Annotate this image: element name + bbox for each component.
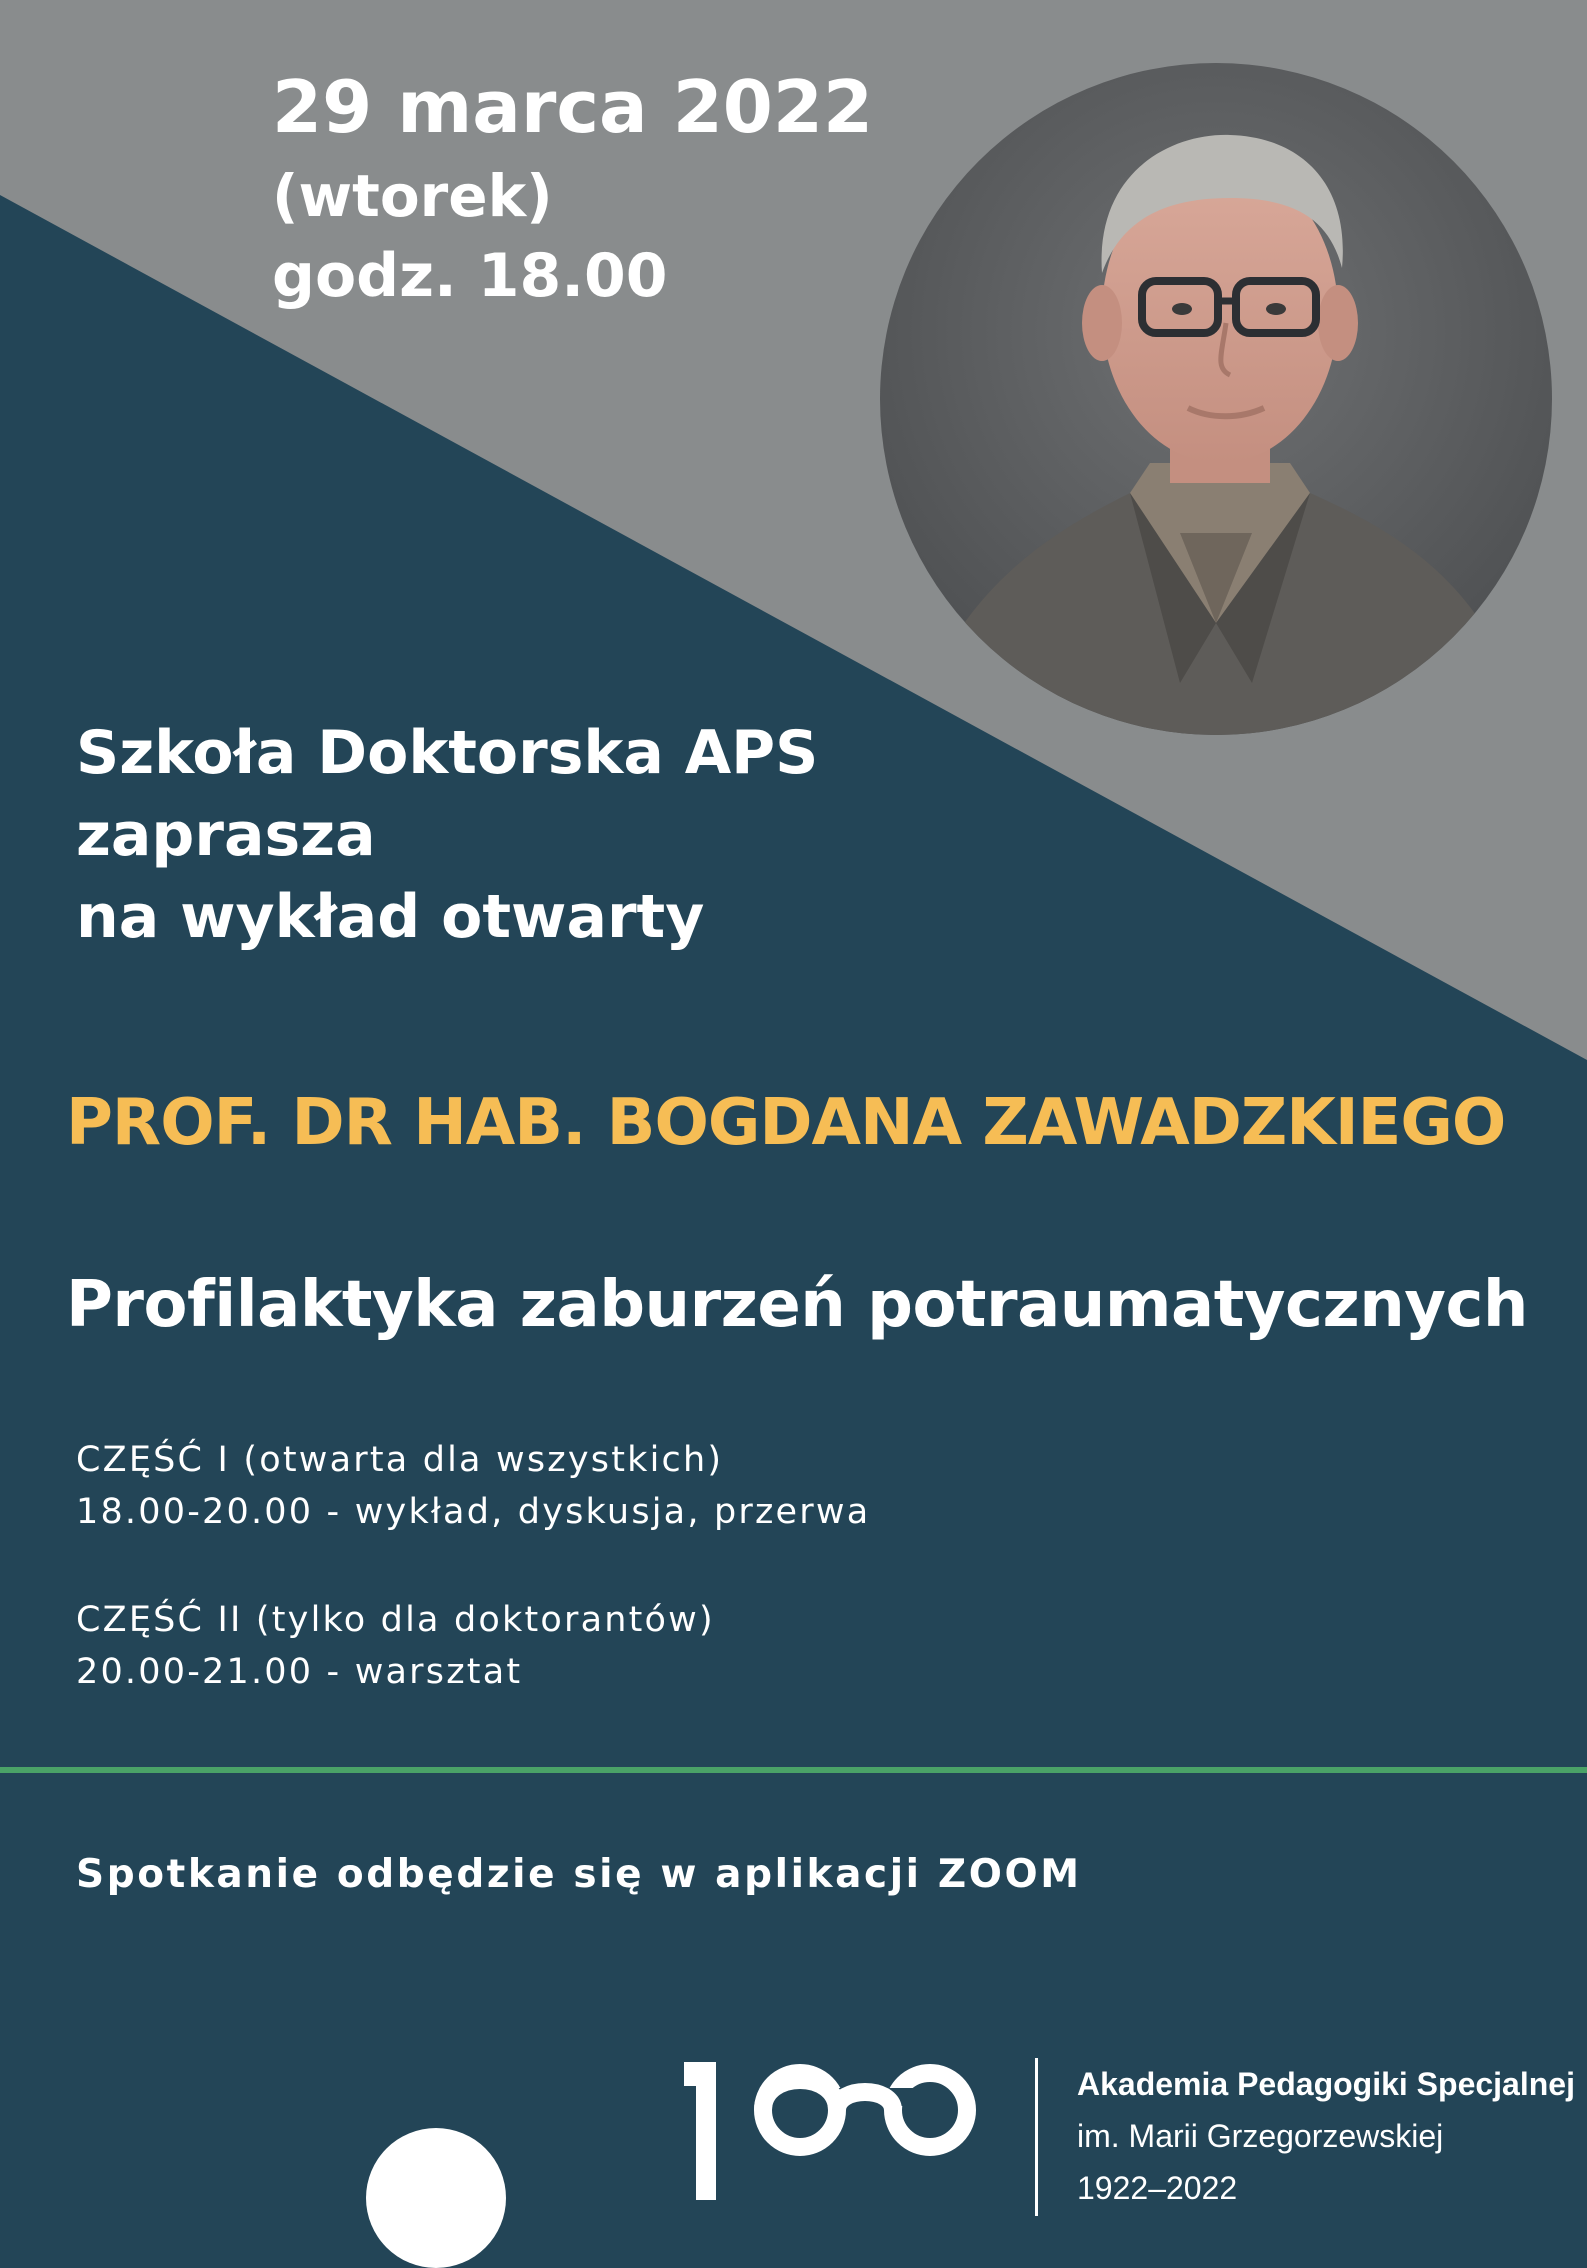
event-date: 29 marca 2022	[272, 65, 874, 149]
centenary-logo-icon	[660, 2030, 1020, 2245]
speaker-name: PROF. DR HAB. BOGDANA ZAWADZKIEGO	[66, 1086, 1506, 1160]
schedule-part	[76, 1434, 870, 1538]
zoom-note: Spotkanie odbędzie się w aplikacji ZOOM	[76, 1852, 1082, 1897]
invitation-line: Szkoła Doktorska APS	[76, 718, 819, 788]
event-time: godz. 18.00	[272, 241, 668, 311]
schedule-part-detail: 20.00-21.00 - warsztat	[76, 1652, 523, 1692]
university-name: Akademia Pedagogiki Specjalnej	[1077, 2066, 1575, 2102]
schedule-part-heading: CZĘŚĆ II (tylko dla doktorantów)	[76, 1600, 715, 1640]
schedule-part	[76, 1594, 715, 1698]
lecture-title: Profilaktyka zaburzeń potraumatycznych	[66, 1268, 1528, 1342]
green-divider	[0, 1767, 1587, 1773]
logo-separator	[1035, 2058, 1038, 2216]
invitation-heading	[76, 712, 818, 958]
event-weekday: (wtorek)	[272, 162, 553, 230]
decorative-dot	[366, 2128, 506, 2268]
invitation-line: na wykład otwarty	[76, 882, 705, 952]
university-block	[1077, 2058, 1575, 2214]
schedule-part-heading: CZĘŚĆ I (otwarta dla wszystkich)	[76, 1440, 724, 1480]
speaker-portrait-icon	[880, 63, 1552, 735]
university-years: 1922–2022	[1077, 2170, 1238, 2206]
schedule-part-detail: 18.00-20.00 - wykład, dyskusja, przerwa	[76, 1492, 871, 1532]
invitation-line: zaprasza	[76, 800, 376, 870]
university-patron: im. Marii Grzegorzewskiej	[1077, 2118, 1444, 2154]
